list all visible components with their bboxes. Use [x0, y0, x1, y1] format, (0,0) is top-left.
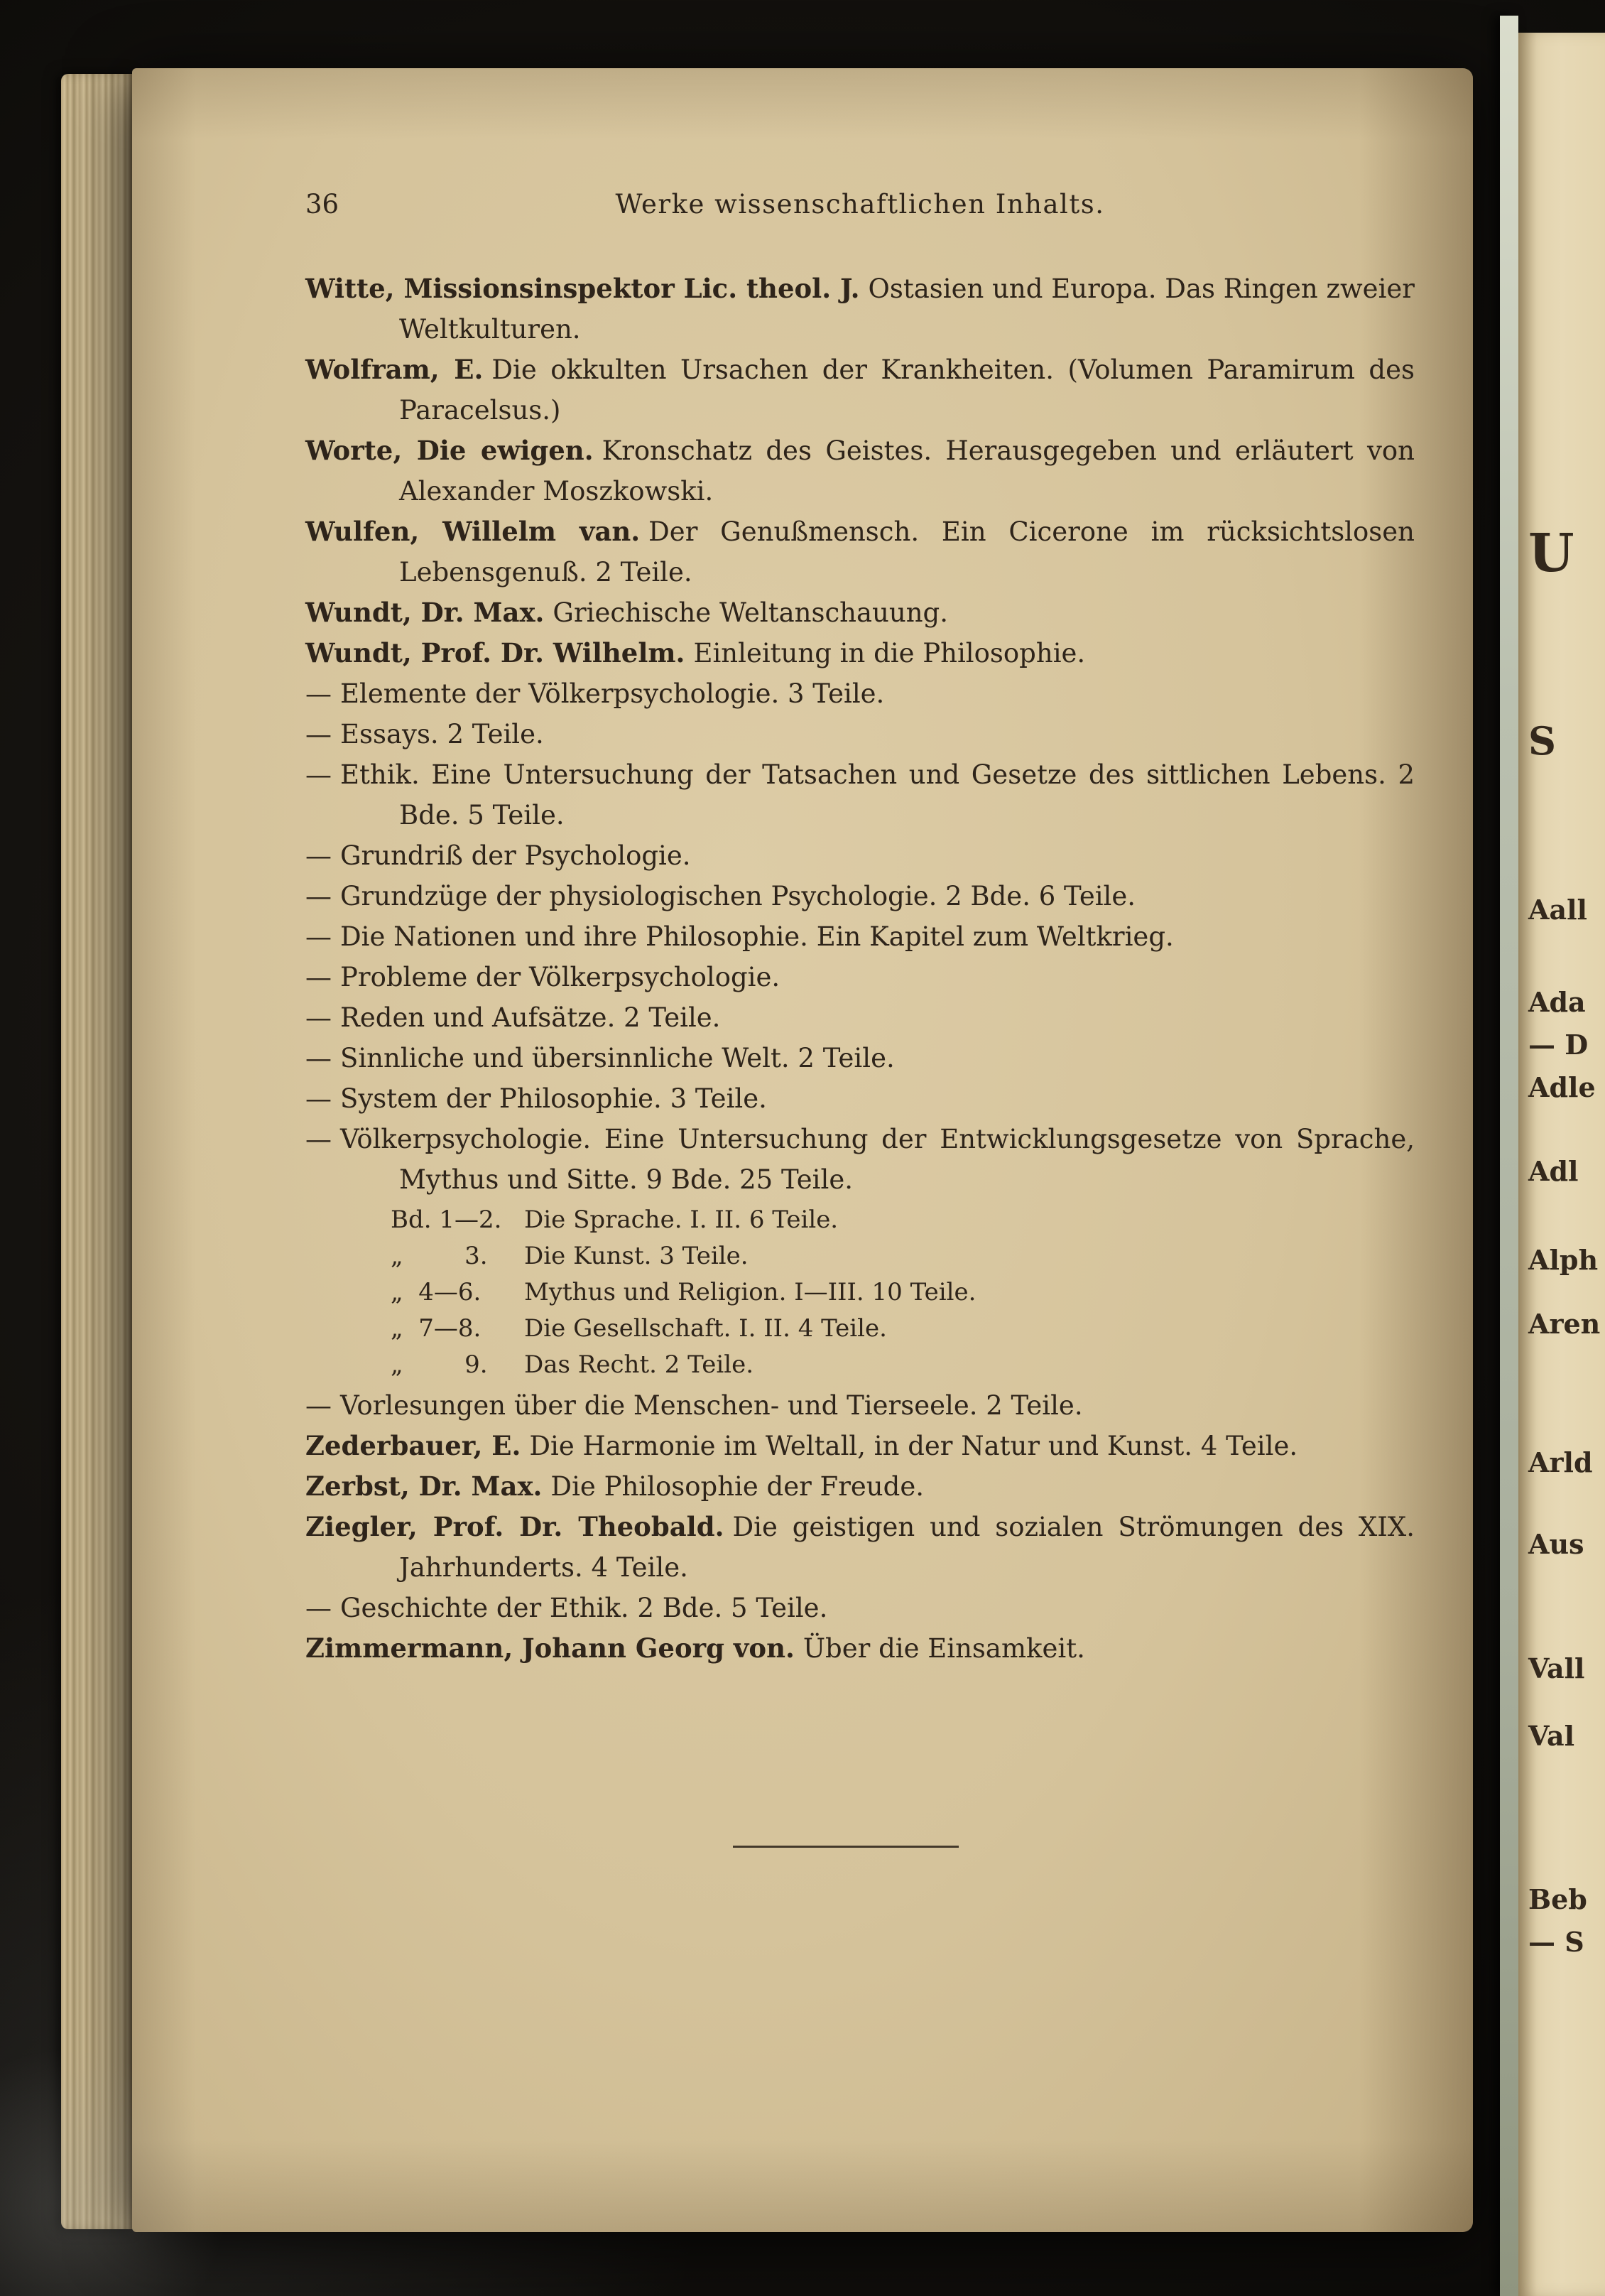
entry-title: Griechische Weltanschauung.: [553, 597, 948, 628]
entry-dash: —: [305, 1593, 332, 1623]
volume-label: „ 4—6.: [391, 1278, 482, 1306]
running-title: Werke wissenschaftlichen Inhalts.: [615, 189, 1105, 220]
catalog-entry: [305, 754, 1415, 835]
entry-dash: —: [305, 881, 332, 911]
next-page-fragment: U: [1528, 523, 1574, 584]
entry-dash: —: [305, 1083, 332, 1114]
entry-dash: —: [305, 719, 332, 749]
entry-dash: —: [305, 1390, 332, 1421]
entry-dash: —: [305, 1124, 332, 1154]
catalog-entry: [305, 1119, 1415, 1200]
catalog-entry: [305, 714, 1415, 754]
next-page-fragment: Beb: [1528, 1883, 1587, 1915]
entry-author: Worte, Die ewigen.: [305, 435, 594, 466]
entry-title: Die geistigen und sozialen Strömungen des XIX. Jahrhunderts. 4 Teile.: [399, 1512, 1415, 1583]
next-page-sliver: [1518, 33, 1605, 2296]
next-page-fragment: — S: [1528, 1926, 1584, 1958]
catalog-entry: [305, 1078, 1415, 1119]
volume-label: Bd. 1—2.: [391, 1206, 502, 1234]
entry-dash: —: [305, 962, 332, 992]
catalog-entry: [305, 1628, 1415, 1669]
volume-title: Die Kunst. 3 Teile.: [524, 1242, 749, 1270]
entry-title: Reden und Aufsätze. 2 Teile.: [340, 1002, 721, 1033]
catalog-entry: [305, 916, 1415, 957]
entry-dash: —: [305, 759, 332, 790]
entry-dash: —: [305, 1002, 332, 1033]
entry-author: Zimmermann, Johann Georg von.: [305, 1632, 795, 1664]
volume-list: [391, 1202, 1415, 1383]
next-page-fragment: Adle: [1528, 1071, 1596, 1103]
catalog-entry: [305, 592, 1415, 633]
catalog-entry: [305, 835, 1415, 876]
volume-title: Das Recht. 2 Teile.: [524, 1350, 753, 1379]
next-page-fragment: Vall: [1528, 1652, 1585, 1684]
next-page-fragment: Aren: [1528, 1308, 1601, 1340]
catalog-entry: [305, 1588, 1415, 1628]
volume-line: [391, 1202, 1415, 1238]
entry-author: Zederbauer, E.: [305, 1430, 521, 1461]
entry-author: Wundt, Dr. Max.: [305, 597, 545, 628]
entry-title: Sinnliche und übersinnliche Welt. 2 Teile.: [340, 1043, 895, 1073]
catalog-entry: [305, 673, 1415, 714]
volume-label: „ 9.: [391, 1350, 488, 1379]
entry-title: Probleme der Völkerpsychologie.: [340, 962, 780, 992]
next-page-fragment: Arld: [1528, 1446, 1593, 1478]
entry-title: Grundzüge der physiologischen Psychologie. 2 Bde. 6 Teile.: [340, 881, 1136, 911]
entry-title: Über die Einsamkeit.: [802, 1633, 1085, 1664]
catalog-entry: [305, 511, 1415, 592]
entry-author: Ziegler, Prof. Dr. Theobald.: [305, 1511, 724, 1542]
entry-title: Die okkulten Ursachen der Krankheiten. (Volumen Paramirum des Paracelsus.): [399, 354, 1415, 426]
entry-title: Kronschatz des Geistes. Herausgegeben und erläutert von Alexander Moszkowski.: [399, 435, 1415, 507]
entry-title: System der Philosophie. 3 Teile.: [340, 1083, 767, 1114]
volume-title: Die Gesellschaft. I. II. 4 Teile.: [524, 1314, 887, 1343]
entry-title: Grundriß der Psychologie.: [340, 840, 691, 871]
catalog-entry: [305, 350, 1415, 430]
catalog-entry: [305, 633, 1415, 673]
next-page-fragment: — D: [1528, 1029, 1589, 1061]
book-page: [132, 68, 1473, 2232]
page-edge-highlight: [1500, 16, 1518, 2296]
catalog-entry: [305, 269, 1415, 350]
entry-dash: —: [305, 921, 332, 952]
catalog-entry: [305, 1507, 1415, 1588]
volume-title: Mythus und Religion. I—III. 10 Teile.: [524, 1278, 976, 1306]
entry-title: Der Genußmensch. Ein Cicerone im rücksichtslosen Lebensgenuß. 2 Teile.: [399, 516, 1415, 587]
next-page-fragment: S: [1528, 718, 1556, 764]
entry-author: Wolfram, E.: [305, 354, 484, 385]
next-page-fragment: Alph: [1528, 1244, 1599, 1276]
entry-title: Essays. 2 Teile.: [340, 719, 544, 749]
entry-title: Einleitung in die Philosophie.: [693, 638, 1086, 668]
volume-line: [391, 1347, 1415, 1383]
entry-title: Die Nationen und ihre Philosophie. Ein Kapitel zum Weltkrieg.: [340, 921, 1174, 952]
volume-line: [391, 1311, 1415, 1347]
next-page-fragment: Aall: [1528, 894, 1587, 926]
entry-title: Vorlesungen über die Menschen- und Tierseele. 2 Teile.: [340, 1390, 1083, 1421]
volume-line: [391, 1274, 1415, 1311]
catalog-entry: [305, 997, 1415, 1038]
entry-title: Völkerpsychologie. Eine Untersuchung der Entwicklungsgesetze von Sprache, Mythus und Sitte. 9 Bde. 25 Teile.: [340, 1124, 1415, 1195]
entry-title: Die Harmonie im Weltall, in der Natur und Kunst. 4 Teile.: [529, 1431, 1298, 1461]
catalog-entry: [305, 957, 1415, 997]
catalog-entry: [305, 1038, 1415, 1078]
entry-dash: —: [305, 840, 332, 871]
catalog-entry-list: [305, 269, 1415, 1669]
page-stack-edges: [61, 74, 134, 2229]
entry-author: Zerbst, Dr. Max.: [305, 1471, 543, 1502]
entry-title: Geschichte der Ethik. 2 Bde. 5 Teile.: [340, 1593, 828, 1623]
next-page-fragment: Adl: [1528, 1155, 1579, 1187]
catalog-entry: [305, 430, 1415, 511]
volume-title: Die Sprache. I. II. 6 Teile.: [524, 1206, 839, 1234]
entry-dash: —: [305, 1043, 332, 1073]
catalog-entry: [305, 1466, 1415, 1507]
entry-title: Ethik. Eine Untersuchung der Tatsachen und Gesetze des sittlichen Lebens. 2 Bde. 5 Teile.: [340, 759, 1415, 830]
next-page-fragment: Ada: [1528, 986, 1586, 1018]
entry-author: Wulfen, Willelm van.: [305, 516, 641, 547]
catalog-entry: [305, 1426, 1415, 1466]
volume-label: „ 3.: [391, 1242, 488, 1270]
entry-author: Witte, Missionsinspektor Lic. theol. J.: [305, 273, 860, 304]
page-header: [305, 188, 1415, 222]
entry-author: Wundt, Prof. Dr. Wilhelm.: [305, 637, 685, 668]
catalog-entry: [305, 1385, 1415, 1426]
next-page-fragment: Aus: [1528, 1528, 1584, 1560]
entry-dash: —: [305, 678, 332, 709]
page-number: 36: [305, 189, 339, 220]
volume-label: „ 7—8.: [391, 1314, 482, 1343]
next-page-fragment: Val: [1528, 1720, 1575, 1752]
separator-rule: [733, 1846, 959, 1848]
volume-line: [391, 1238, 1415, 1274]
entry-title: Die Philosophie der Freude.: [550, 1471, 924, 1502]
catalog-entry: [305, 876, 1415, 916]
entry-title: Elemente der Völkerpsychologie. 3 Teile.: [340, 678, 885, 709]
entry-title: Ostasien und Europa. Das Ringen zweier Weltkulturen.: [399, 274, 1415, 345]
